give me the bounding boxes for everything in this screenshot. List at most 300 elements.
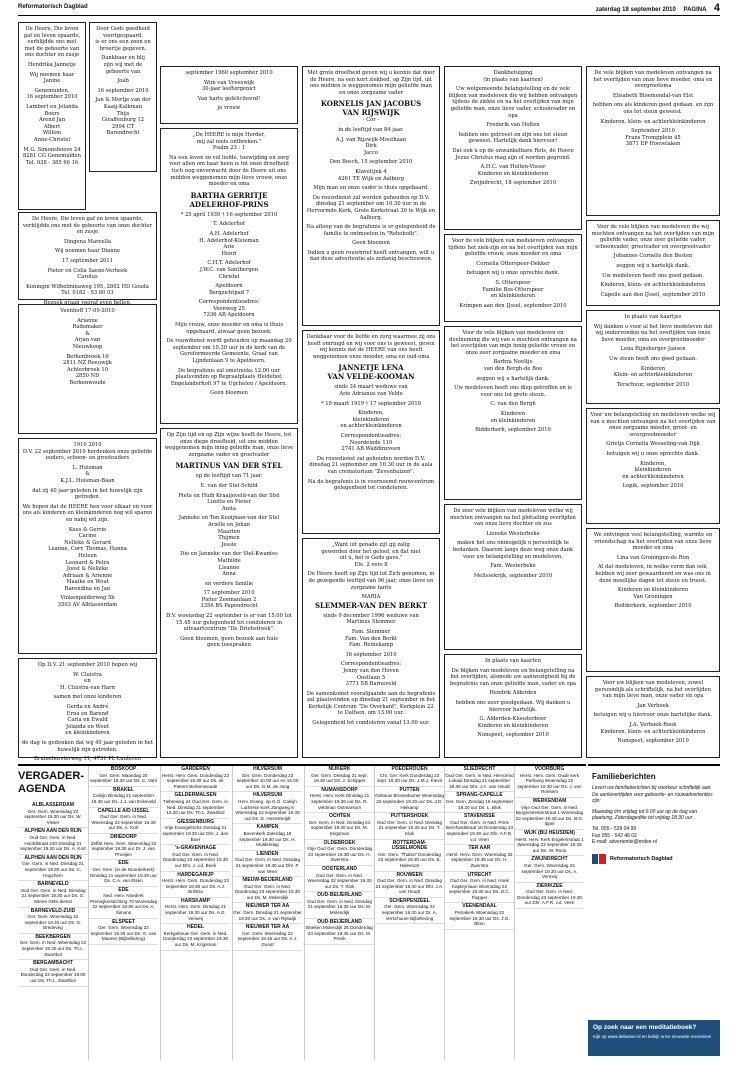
- notice-line: 3356 BS Papendrecht: [200, 603, 258, 610]
- agenda-entry: [161, 898, 230, 924]
- notice-line: Na afloop van de begrafenis is er gelegenheid de familie te ontmoeten in "Rehoboth".: [306, 224, 436, 237]
- notice-line: Dankbaar voor de liefde en zorg waarmee zij ons heeft omringd en wij voor ons is geweest, geven wij kennis dat de HEERE van ons heeft weggenomen onze moeder, oma en oud-oma: [306, 334, 436, 360]
- page-header: [18, 4, 720, 16]
- agenda-place: OUD-BEIJERLAND: [317, 918, 362, 925]
- agenda-text: Oud Ger. Gem. in Ned. Hoek Kapteynlaan Woensdag 22 september 19.30 uur Ds. D.C. Flapper: [448, 878, 511, 900]
- notice-line: 17 september 2011: [61, 257, 114, 264]
- notice-line: * 25 april 1939 † 16 september 2010: [180, 211, 278, 218]
- notice-line: Efe. 2 vers 8: [354, 561, 388, 568]
- notice-line: Arielle en Johan: [207, 521, 251, 528]
- notice-line: Achterbroek 10: [66, 366, 108, 373]
- agenda-title: VERGADER- AGENDA: [18, 770, 82, 800]
- agenda-entry: [233, 792, 302, 824]
- agenda-entry: [18, 908, 88, 934]
- notice-line: Veenweg 25: [213, 305, 245, 312]
- agenda-text: Ger. Gem. Dinsdag 21 september 19.30 uur Ds. J. van Rijswijk: [233, 910, 302, 921]
- notice-line: en kleinkinderen: [490, 293, 536, 300]
- agenda-entry: [375, 813, 444, 839]
- notice-line: Leonard & Petra: [65, 559, 110, 566]
- notice-line: en achterkleinkinderen: [622, 473, 684, 480]
- thanks-den-besten: [586, 220, 720, 306]
- familieberichten-intro: Levert uw familieberichten bij voorkeur schriftelijk aan. De aanleverttijden voor geboorte- en rouwadvertenties zijn:: [592, 785, 713, 805]
- agenda-place: GIESSENBURG: [177, 818, 214, 825]
- notice-line: Krimpen aan den IJssel, september 2010: [459, 302, 567, 309]
- agenda-column: [514, 766, 584, 1060]
- notice-line: JANNETJE LENA: [338, 363, 404, 373]
- notice-line: Carolus: [77, 274, 98, 281]
- notice-line: * 19 maart 1919 † 17 september 2010: [320, 400, 421, 407]
- agenda-place: OCHTEN: [328, 813, 351, 820]
- agenda-text: Ned. Herv. Noederk Prenoijkerstichting 70 Woensdag 22 september 19.30 uur Ds. A. Simons: [89, 893, 158, 916]
- agenda-text: Tiebreweg 24 Oud Ger. Gem. in Ned. Dinsdag 21 september 19.30 uur Ds. Th.L. Zwartbol: [163, 798, 228, 816]
- notice-line: Bergzichtpad 7: [208, 289, 250, 296]
- meditatieboek-banner[interactable]: Op zoek naar een meditatieboek? Kijk op www.debanier.nl en bekijk onze nieuwste recensies!: [588, 1020, 720, 1056]
- agenda-entry: [18, 802, 88, 828]
- agenda-entry: [18, 828, 88, 854]
- thanks-westerbeke: [444, 504, 582, 650]
- agenda-text: Zeffat Herv. Gem. Woensdag 22 september 19.30 uur Dr. J. van Prooijen: [90, 840, 157, 857]
- notice-line: Bidderkerk, september 2010: [475, 427, 551, 434]
- agenda-place: KAMPEN: [256, 824, 279, 831]
- notice-line: De Heere, Die leven: [25, 26, 79, 32]
- thanks-bloemendal: [586, 66, 720, 216]
- notice-line: Christel: [218, 273, 240, 280]
- agenda-text: Ger. Gem. (in de Noorderkerk) Dinsdag 21 september 19.30 uur Ds. C.A. van Elsen: [90, 866, 157, 884]
- notice-line: Joab: [117, 78, 129, 85]
- notice-line: Grietje Cornelia Wesseling-van Dijk: [606, 441, 700, 448]
- notice-line: J.A. Verhoek-Rook: [629, 721, 677, 728]
- agenda-place: NIEUWER TER AA: [245, 924, 290, 931]
- notice-line: Kinderen en kleinkinderen: [617, 587, 689, 594]
- agenda-text: Vrije Oud Ger. Gem. Donderdag 23 september 19.30 uur Ds. H. Zwerstra: [306, 846, 373, 863]
- thanks-rijnsburger: [586, 310, 720, 404]
- notice-line: Nelleke & Gerard: [64, 539, 111, 546]
- agenda-place: PUTTEN: [399, 786, 420, 793]
- agenda-place: ZIERIKZEE: [536, 882, 563, 889]
- thanks-otterspeer: [444, 234, 582, 322]
- agenda-place: GARDEREN: [181, 766, 210, 772]
- notice-line: Nunspeet, september 2010: [477, 732, 549, 739]
- notice-line: Elisabeth Bloemendal-van Elst: [612, 92, 694, 99]
- notice-line: Maaike en Wout: [66, 579, 109, 586]
- thanks-alderden: [444, 654, 582, 758]
- obituary-van-der-stel: [160, 428, 298, 758]
- agenda-place: HILVERSUM: [252, 792, 283, 799]
- agenda-entry: [515, 883, 584, 909]
- notice-line: 4261 TE Wijk en Aalburg: [337, 175, 405, 182]
- notice-line: Kinderen, klein- en achterkleinkinderen: [600, 282, 706, 289]
- notice-line: Kinderen: [640, 365, 666, 372]
- notice-line: Lopik, september 2010: [622, 483, 684, 490]
- agenda-entry: [515, 830, 584, 856]
- agenda-entry: [161, 792, 230, 818]
- agenda-column: [160, 766, 230, 1060]
- agenda-column: [444, 766, 514, 1060]
- notice-line: zeggen wij u hartelijk dank.: [616, 262, 690, 269]
- notice-line: Kinderen en kleinkinderen: [477, 722, 549, 729]
- notice-line: Psalm 23 : 1: [212, 145, 246, 152]
- notice-line: Heleen: [78, 552, 97, 559]
- notice-line: Barbra Neeltje: [493, 359, 533, 366]
- notice-line: H. Cluistra-van Harn: [60, 684, 115, 691]
- agenda-place: SPRANG-CAPELLE: [456, 792, 503, 799]
- agenda-text: Herst. Herv. Kerk Engelenstraat 1 Woensdag 22 september 19.30 uur Ds. W. Roos: [515, 836, 584, 853]
- agenda-entry: [445, 792, 514, 813]
- agenda-entry: [305, 787, 374, 813]
- notice-line: Uw welgemeende belangstelling en de vele blijken van medeleven die wij hebben ontvangen tijdens de ziekte en na het overlijden van mijn geliefde man, onze lieve vader, schoonvader en opa: [448, 86, 578, 119]
- agenda-entry: [515, 798, 584, 830]
- agenda-text: Oud Ger. Gem. in Ned. Donderdag 23 september 19.30 uur Dhr. A.F.R. v.d. Veen: [517, 889, 582, 906]
- notice-line: Frederik van Holten: [486, 122, 540, 129]
- notice-line: Kees & Gerrie: [68, 526, 107, 533]
- agenda-entry: [161, 766, 230, 792]
- notice-line: In plaats van kaarten: [485, 658, 541, 664]
- notice-line: Op Zijn tijd en op Zijn wijze heeft de Heere, tot onze diepe droefheid, uit ons midden weggenomen mijn innig geliefde man, onze lieve zorgzame vader en grootvader: [164, 432, 294, 458]
- agenda-text: Boeken Molendijk 25 Donderdag 23 september 19.45 uur Ds. M. Prenk: [306, 925, 373, 942]
- vergader-agenda: [18, 764, 586, 1058]
- notice-line: Tel. 038 - 385 60 16: [25, 159, 79, 166]
- notice-line: SLEMMER-VAN DEN BERKT: [314, 600, 428, 610]
- notice-line: en achterkleinkinderen: [340, 423, 402, 430]
- agenda-text: Chr. Ger. Kerk Donderdag 23 sept. 19.30 uur Ds. J.M.J. Kievit: [377, 772, 442, 784]
- agenda-place: BOSKOOP: [110, 766, 137, 772]
- agenda-place: HEDEL: [187, 924, 204, 931]
- notice-line: Geen bloemen, geen bezoek aan huis: [180, 635, 278, 642]
- agenda-entry: [233, 877, 302, 903]
- notice-line: Arie Adrianus van Velde: [339, 390, 403, 397]
- agenda-entry: [161, 924, 230, 950]
- agenda-place: PUTTERSHOEK: [390, 813, 429, 820]
- paper-name: Reformatorisch Dagblad: [18, 4, 88, 10]
- agenda-entry: [233, 924, 302, 950]
- agenda-text: Oud Ger. Gem. in Ned. Dinsdag 21 september 19.30 uur Dhr. J.A. van Houdt: [375, 878, 444, 895]
- obituary-van-velde: [302, 330, 440, 534]
- notice-line: De Heere, Die leven gaf en leven spaarde,: [31, 216, 144, 222]
- notice-line: Rademaker: [72, 324, 103, 331]
- agenda-text: Herst. Herv. Gem. Donderdag 23 september 19.30 uur Ds. A.J. Britstra: [161, 878, 230, 895]
- notice-line: Albert: [43, 123, 61, 130]
- notice-line: Wij danken u voor al het lieve medeleven dat wij ondervonden na het overlijden van onze lieve moeder, oma en overgrootmoeder: [593, 323, 713, 343]
- agenda-entry: [161, 819, 230, 845]
- notice-line: 3871 EP Hoevelaken: [625, 141, 681, 148]
- notice-line: &: [85, 330, 90, 337]
- agenda-place: WIJK (BIJ HEUSDEN): [524, 829, 575, 836]
- agenda-place: NIEUW-BEIJERLAND: [242, 877, 293, 884]
- notice-line: Bezoek graag vooraf even bellen.: [43, 299, 132, 306]
- notice-line: Geen bloemen: [210, 390, 248, 397]
- notice-line: Klein- en achterkleinkinderen: [613, 372, 693, 379]
- notice-line: Genemuiden,: [34, 87, 70, 94]
- notice-line: Adriaan & Arienne: [62, 572, 113, 579]
- notice-line: Hendrika Jannetje: [28, 61, 76, 68]
- agenda-entry: [305, 919, 374, 945]
- notice-line: Janneke en Ton Kooijman-van der Stel: [178, 515, 280, 522]
- notice-line: Hendrik Alderden: [489, 690, 537, 697]
- agenda-place: OUD-BEIJERLAND: [317, 892, 362, 899]
- notice-line: Voor de vele blijken van medeleven ontvangen tijdens het ziek-zijn en na het overlijden van mijn geliefde vrouw, onze moeder en oma: [448, 238, 578, 258]
- agenda-place: OLDEBROEK: [323, 839, 356, 846]
- agenda-place: CAPELLE A/D IJSSEL: [97, 807, 150, 814]
- notice-line: In plaats van kaartjes: [624, 314, 682, 320]
- notice-line: Melissekrijk, september 2010: [473, 572, 553, 579]
- agenda-place: LIENDEN: [256, 850, 279, 857]
- notice-line: Terschuur, september 2010: [616, 381, 690, 388]
- notice-line: KORNELIS JAN JACOBUS: [320, 99, 422, 109]
- notice-line: Gelegenheid tot condoleren vanaf 13.00 uur.: [312, 720, 430, 727]
- notice-line: met de geboorte van: [24, 45, 80, 52]
- obituary-slemmer: [302, 538, 440, 758]
- notice-line: Van Groningen: [633, 593, 673, 600]
- notice-line: Correspondentieadres:: [340, 432, 402, 439]
- notice-line: Nieuwkoop: [72, 343, 103, 350]
- notice-line: Carla en Ewald: [67, 717, 108, 724]
- notice-line: Dingena Marcella: [64, 238, 111, 245]
- notice-line: BARTHA GERRITJE: [190, 190, 268, 200]
- notice-line: Uw medeleven heeft ons goed gedaan.: [602, 272, 704, 279]
- notice-line: Kinderen,: [358, 410, 384, 417]
- agenda-column: [88, 766, 158, 1060]
- notice-line: Al dat medeleven, in welke vorm dan ook, hebben wij zeer gewaardeerd en was ons in deze moeilijke dagen tot steun en troost.: [595, 564, 711, 584]
- agenda-entry: [305, 813, 374, 839]
- notice-line: M.G. Simonshoeve 24: [23, 146, 81, 153]
- agenda-text: Oud Ger. Gem. in Ned. Woensdag 22 september 19.30 uur Ds. A. Kort: [91, 814, 156, 831]
- notice-line: Fam. Van den Berkt: [345, 635, 397, 642]
- notice-line: verblijdde ons met: [27, 39, 77, 46]
- notice-line: Oostlaan 5: [356, 674, 386, 681]
- notice-line: De samenkomst voorafgaande aan de begrafenis zal plaatsvinden op dinsdag 21 september in het Kerkelijk Centrum "De Overkant", Kerkplein 22 te Dalfsen, om 13.00 uur.: [306, 690, 436, 717]
- agenda-text: Oud Ger. Gem. in Ned. Donderdag 23 september 19.00 uur Ds. Th.L. Zwartbol: [20, 966, 86, 984]
- notice-line: Johannes Cornelis den Besten: [613, 253, 693, 260]
- notice-line: Mijn man en onze vader is thuis opgebaard.: [313, 185, 429, 192]
- notice-line: en verdere familie: [204, 580, 254, 587]
- notice-line: Wij noemen haar Dianne: [55, 248, 120, 255]
- agenda-entry: [445, 845, 514, 871]
- notice-line: Pieta en Huib Kraaijeveld-van der Stel: [178, 492, 280, 499]
- notice-line: zijn wij met de: [103, 61, 143, 68]
- notice-line: Jacco: [363, 149, 379, 156]
- agenda-entry: [161, 845, 230, 871]
- familieberichten-times: Maandag t/m vrijdag tot 9.00 uur op de dag van plaatsing. Zaterdageditie tot vrijdag 18.30 uur.: [592, 808, 698, 822]
- agenda-entry: [375, 787, 444, 813]
- notice-line: de dag te gedenken dat wij 40 jaar geleden in het huwelijk zijn getreden.: [22, 739, 153, 753]
- agenda-text: Kerkgebouw Ger. Gem. in Ned. Donderdag 23 september 19.30 uur Ds. M. Krigsman: [163, 930, 228, 948]
- notice-line: 2811 NZ Reeuwijk: [63, 360, 112, 367]
- notice-line: Giraffenburg 12: [101, 117, 145, 124]
- notice-line: uit u, het is Gods gave.": [339, 555, 403, 562]
- agenda-place: ELSPEET: [112, 918, 135, 925]
- notice-line: MARIA: [361, 594, 381, 601]
- notice-line: Dankbetuiging: [493, 70, 533, 76]
- agenda-text: Oud Ger. Gem. in Ned. Dinsdag 21 september 19.30 uur Ds. T. Klok: [376, 819, 443, 836]
- agenda-place: ALPHEN AAN DEN RIJN: [24, 854, 82, 861]
- notice-line: 1910 2010: [73, 442, 102, 448]
- agenda-text: Oud Ger. Gem. in Ned. Woensdag 22 september 19.30 uur Ds. T. Klok: [307, 872, 372, 889]
- agenda-entry: [445, 766, 514, 792]
- notice-line: geworden door het geloof, en dat niet: [321, 548, 421, 555]
- agenda-place: VEENENDAAL: [462, 903, 497, 910]
- notice-line: Pieter Zeemanlaan 2: [201, 596, 257, 603]
- agenda-entry: [305, 866, 374, 892]
- notice-line: Jessie: [221, 541, 237, 548]
- notice-line: (in plaats van kaarten): [483, 76, 543, 83]
- notice-line: 16 september 2010: [26, 94, 78, 101]
- notice-line: 30-jaar leeftergenict: [201, 86, 256, 93]
- notice-line: D.V. woensdag 22 september is er van 15.00 tot 15.45 uur gelegenheid tot condoleren in uitvaartcentrum "De Driehstreek".: [166, 613, 292, 633]
- notice-line: De vele blijken van medeleven ontvangen na het overlijden van onze lieve moeder, oma en overgrootoma: [593, 70, 713, 90]
- agenda-place: HARDEGARIJP: [177, 871, 214, 878]
- notice-line: Anna: [222, 571, 236, 578]
- notice-line: van den Bergh-de Boo: [483, 365, 543, 372]
- notice-line: Berkenbroek 16: [66, 353, 109, 360]
- agenda-place: OOSTERLAND: [322, 865, 357, 872]
- agenda-text: Herst. Herv. Gem. Woensdag 22 september 19.30 uur Ds. H. Zwerstra: [446, 851, 513, 868]
- agenda-text: Herst. Herv. Gem. Oude kerk Parkweg Woensdag 22 september 19.30 uur Ds. J. van Rossem: [517, 772, 582, 795]
- agenda-entry: [515, 766, 584, 798]
- notice-line: Thijs: [116, 110, 130, 117]
- notice-line: A.H. Adelerhof: [209, 230, 249, 237]
- notice-line: Pieter en Colia Saene-Verheek: [47, 267, 128, 274]
- agenda-place: ROTTERDAM-IJSSELMONDE: [391, 839, 428, 852]
- agenda-text: Oud Ger. Gem. in Ned. Dinsdag 21 september 19.30 uur Dhr. P. van Veen: [234, 857, 301, 874]
- agenda-column: [18, 802, 88, 1060]
- agenda-place: BARNEVELD: [37, 881, 69, 888]
- notice-line: Fam. Slemmer: [351, 628, 391, 635]
- notice-line: Cornelia Otterspeer-Dekker: [476, 260, 550, 267]
- agenda-entry: [89, 919, 158, 945]
- email-link[interactable]: E-mail: advertentie@erdee.nl: [592, 839, 657, 846]
- agenda-place: POEDEROIJEN: [391, 766, 428, 772]
- notice-line: Dirk: [365, 143, 377, 150]
- agenda-place: VOORBURG: [534, 766, 565, 772]
- notice-line: geen toespraken: [207, 642, 251, 649]
- notice-line: hebben ons getroost en zijn ons tot steun geweest. Hartelijk dank hiervoor!: [458, 131, 568, 145]
- agenda-entry: [375, 898, 444, 924]
- notice-line: VAN RIJSWIJK: [342, 108, 400, 118]
- notice-line: Koningin Wilhelminaweg 195, 2802 HD Gouda: [26, 283, 149, 290]
- agenda-place: NUMANSDORP: [321, 786, 358, 793]
- notice-line: Correspondentieadres:: [340, 661, 402, 668]
- notice-line: Voor uw blijken van medeleven, zowel persoonlijk als schriftelijk, na het overlijden van mijn lieve man, onze vader en opa: [595, 680, 711, 700]
- agenda-place: STAVENISSE: [464, 813, 495, 820]
- notice-line: We hopen dat de HEERE hen voor elkaar en voor ons als kinderen en kleinkinderen nog wil sparen en nabij wil zijn.: [22, 503, 153, 523]
- notice-line: en: [84, 678, 91, 685]
- notice-line: ADELERHOF-PRINS: [189, 199, 269, 209]
- notice-line: hebben ons zeer goedgedaan. Wij danken u hiervoor hartelijk.: [455, 699, 571, 713]
- notice-line: A.H.C. van Holten-Visser: [480, 164, 546, 171]
- agenda-place: BARNEVELD-ZUID: [30, 907, 76, 914]
- notice-line: sinds 34 maart weduwe van: [334, 384, 408, 391]
- agenda-place: NIJKERK: [328, 766, 351, 772]
- notice-line: W. Cluistra: [73, 671, 102, 678]
- notice-line: 16 september 2010: [97, 87, 149, 94]
- notice-line: Vinkenpolderweg 5b: [60, 595, 115, 602]
- notice-line: kleinkinderen: [352, 416, 390, 423]
- notice-line: Mijn vrouw, onze moeder en oma is thuis opgebaard, alwaar geen bezoek.: [174, 322, 283, 335]
- notice-line: Tel. 0182 - 53 80 03: [61, 290, 114, 297]
- agenda-place: SLIEDRECHT: [463, 766, 496, 772]
- agenda-entry: [89, 808, 158, 834]
- agenda-entry: [89, 860, 158, 886]
- notice-line: „De HEERE is mijn Herder,: [192, 132, 266, 138]
- notice-line: Kinderen,: [640, 460, 666, 467]
- agenda-text: Ger. Gem. Zondag 19 september 19.30 uur Ds. L. Blok: [445, 798, 514, 810]
- notice-line: De zeer vele blijken van medeleven welke wij mochten ontvangen na het plotseling overlijden van onze lieve dochter en zus: [450, 508, 576, 528]
- agenda-entry: [375, 766, 444, 787]
- agenda-entry: [18, 855, 88, 881]
- agenda-entry: [233, 766, 302, 792]
- notice-line: Lieneke Westerbeke: [486, 530, 540, 537]
- notice-line: Arianne: [77, 317, 98, 324]
- agenda-column: [304, 766, 374, 1060]
- notice-line: Frans Trompplein 45: [625, 134, 681, 141]
- agenda-text: Oud Ger. Gem. in Ned. Donderdag 23 september 19.30 uur Dhr. J. v.d. Beek: [163, 851, 228, 868]
- agenda-text: Bovenkerk Zaterdag 18 september 19.30 uur Ds. H. Mulderslag: [239, 830, 296, 848]
- agenda-text: Ger. Gem. Woensdag 22 september 19.30 uur Dr. A. Verschuure Bijbellezing: [382, 904, 437, 921]
- notice-line: Lena Rijnsburger-Jansen: [620, 346, 686, 353]
- notice-line: Erna en Barend: [66, 710, 109, 717]
- agenda-entry: [18, 934, 88, 960]
- agenda-place: NIEUWER TER AA: [245, 903, 290, 910]
- notice-line: Fam. Reinekamp: [348, 642, 394, 649]
- notice-line: sinds 9 december 1996 weduwe van: [323, 612, 419, 619]
- notice-line: maken het ons onmogelijk u persoonlijk te bedanken. Daarom langs deze weg onze dank voor uw belangstelling en medeleven.: [452, 540, 574, 560]
- notice-line: is er ons een zoon en: [95, 39, 151, 46]
- notice-line: MARTINUS VAN DER STEL: [175, 461, 283, 471]
- notice-line: Dio en Janneke van der Stel-Kwantes: [180, 551, 278, 558]
- date-page: zaterdag 18 september 2010 PAGINA 4: [595, 2, 720, 14]
- notice-line: Willem: [42, 130, 62, 137]
- agenda-text: Vrije Oud Ger. Gem. in Ned. Burgemeesterstraat 1 Woensdag 22 september 19.30 uur Ds. B.G. Ippel: [515, 804, 584, 827]
- notice-line: Kinderen, klein- en achterkleinkinderen: [600, 118, 706, 125]
- notice-line: De rouwdienst zal worden gehouden op D.V. dinsdag 21 september om 10.30 uur in de Hervormde Kerk, Grote Kerkstraat 30 te Wijk en Aalburg.: [306, 194, 436, 221]
- agenda-place: ALPHEN AAN DEN RIJN: [24, 828, 82, 835]
- notice-line: 2741 AB Waddinxveen: [341, 446, 401, 453]
- agenda-place: BRAKEL: [113, 786, 134, 793]
- notice-line: - Cor -: [362, 117, 380, 124]
- notice-line: geboorte van: [105, 68, 141, 75]
- notice-line: 16 september 2010: [345, 651, 397, 658]
- notice-line: Anita: [222, 505, 236, 512]
- agenda-place: UTRECHT: [467, 871, 492, 878]
- notice-line: Noordeinde 110: [349, 439, 393, 446]
- agenda-entry: [375, 840, 444, 872]
- notice-line: samen met onze kinderen: [53, 694, 122, 701]
- rd-logo-icon: [592, 854, 606, 864]
- notice-line: G. Alderden-Kloosterboer: [479, 716, 547, 723]
- notice-line: De rouwdienst wordt gehouden op maandag 20 september om 10.30 uur in de kerk van de Gereformeerde Gemeente, Graaf van Lijndenlaan 9 te Apeldoorn.: [166, 338, 292, 365]
- notice-line: Dat ook u op de onwankelbare Rots, de Heere Jezus Christus mag zijn of worden gegrond.: [452, 147, 574, 161]
- notice-line: T. Adelerhof: [213, 221, 245, 228]
- agenda-place: ROUWEEN: [396, 871, 423, 878]
- agenda-text: Gebouw Bronsekamer Woensdag 22 september 19.30 uur Ds. J.D. Heikamp: [375, 793, 444, 810]
- anniversary-huisman: [18, 438, 157, 654]
- anniversary-vreeswijk: [160, 66, 298, 124]
- notice-line: De blijken van medeleven en belangstelling na het overlijden, alsmede uw aanwezigheid bij de begrafenis van onze geliefde man, vader en opa: [449, 667, 577, 687]
- agenda-entry: [233, 903, 302, 924]
- agenda-place: WERKENDAM: [532, 797, 567, 804]
- thanks-van-groningen: [586, 528, 720, 672]
- agenda-text: Oud Ger. Gem. in Ned. Prins Bernhardstraat 18 Donderdag 23 september 19.30 uur Dhr. A.F.R. v.d. Veen: [445, 819, 514, 842]
- rd-logo: Reformatorisch Dagblad: [588, 850, 720, 868]
- agenda-place: BEEKBERGEN: [35, 933, 71, 940]
- notice-line: Uw medeleven heeft ons diep getroffen en is voor ons tot grote steun.: [454, 385, 572, 398]
- notice-line: Van harte gefeliciteerd!: [197, 95, 261, 102]
- agenda-text: Ger. Gem. Woensdag 22 september 19.30 uur Ds. A. Vermeij: [521, 862, 578, 880]
- agenda-entry: [375, 872, 444, 898]
- notice-line: Bruinehorsterweg 11, 4731 PL Lunteren: [34, 756, 141, 763]
- notice-line: K.J.L. Huisman-Baan: [60, 477, 115, 484]
- notice-line: mij zal niets ontbreken.": [196, 138, 262, 145]
